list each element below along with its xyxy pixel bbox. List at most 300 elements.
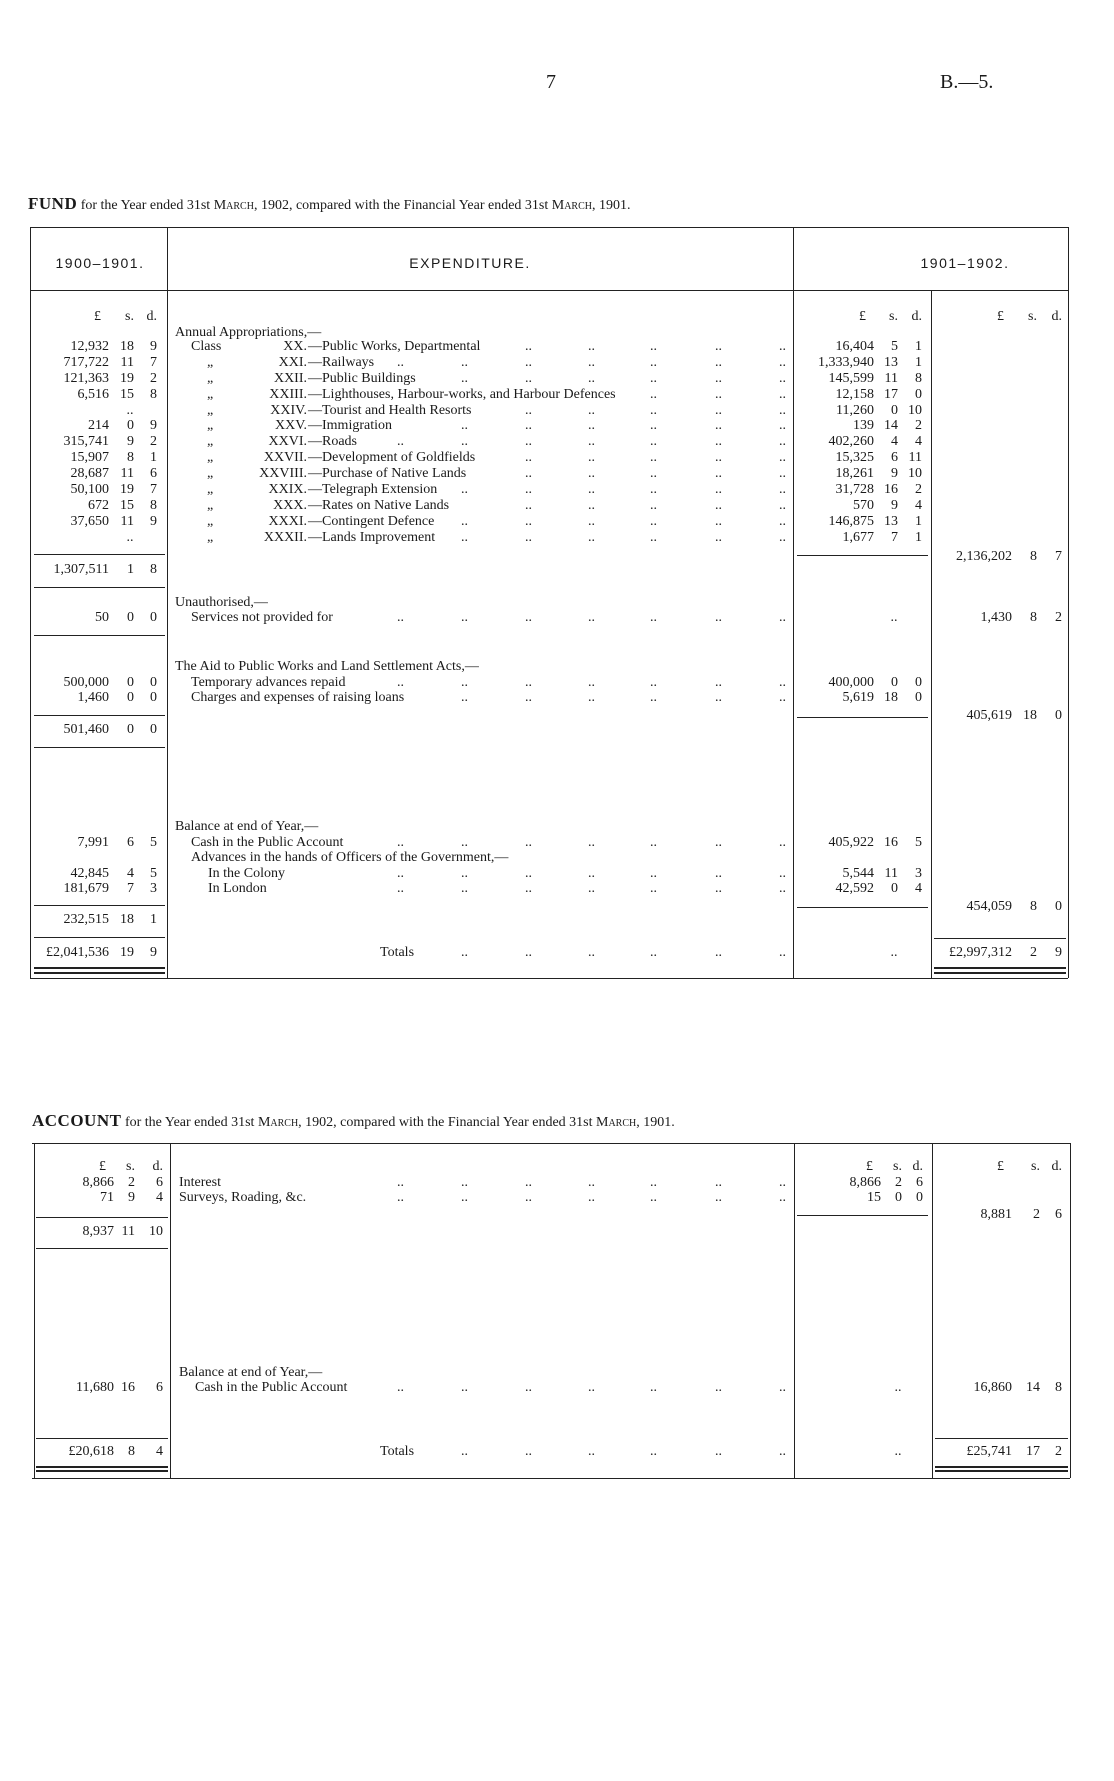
- prev-amount-pence: 6: [156, 1380, 163, 1395]
- dot-leader: ..: [588, 371, 595, 386]
- prev-amount-pence: 7: [150, 482, 157, 497]
- class-numeral: XXXII.: [263, 530, 307, 545]
- dot-leader: ..: [779, 945, 786, 960]
- dot-leader: ..: [525, 450, 532, 465]
- prev-amount-shillings: 18: [120, 339, 134, 354]
- fund-table-title: [28, 196, 631, 214]
- cur-amount-pounds: 18,261: [835, 466, 874, 481]
- cur-amount-shillings: 13: [884, 514, 898, 529]
- total-amount-pence: 9: [1055, 945, 1062, 960]
- account-title-bold: ACCOUNT: [32, 1111, 122, 1130]
- cur-amount-pounds: 570: [853, 498, 874, 513]
- dot-leader: ..: [650, 514, 657, 529]
- cur-amount-shillings: 11: [884, 866, 898, 881]
- prev-amount-pence: 1: [150, 450, 157, 465]
- dot-leader: ..: [588, 945, 595, 960]
- class-title: —Immigration: [308, 418, 392, 433]
- cur-amount-pence: 0: [916, 1190, 923, 1205]
- class-title: —Development of Goldfields: [308, 450, 476, 465]
- dot-leader: ..: [461, 355, 468, 370]
- header-expenditure: EXPENDITURE.: [409, 255, 531, 271]
- prev-amount-shillings: 6: [127, 835, 134, 850]
- line-label: Services not provided for: [191, 610, 333, 625]
- prev-amount-shillings: 8: [127, 450, 134, 465]
- dot-leader: ..: [588, 355, 595, 370]
- cur-amount-pounds: 31,728: [835, 482, 874, 497]
- total-amount-pence: 0: [1055, 899, 1062, 914]
- dot-leader: ..: [779, 355, 786, 370]
- dot-leader: ..: [650, 403, 657, 418]
- dot-leader: ..: [650, 1190, 657, 1205]
- total-amount-pounds: 405,619: [966, 708, 1012, 723]
- rule-line: [34, 747, 165, 748]
- rule-line: [34, 937, 165, 938]
- dot-leader: ..: [715, 610, 722, 625]
- cur-amount-shillings: 4: [891, 434, 898, 449]
- dot-leader: ..: [461, 371, 468, 386]
- dot-leader: ..: [650, 450, 657, 465]
- rule-line: [797, 717, 928, 718]
- line-label: Balance at end of Year,—: [175, 819, 319, 834]
- prev-amount-pounds: 181,679: [63, 881, 109, 896]
- line-label: Advances in the hands of Officers of the Government,—: [191, 850, 509, 865]
- cur-amount-pounds: 5,544: [842, 866, 874, 881]
- prev-amount-shillings: 16: [121, 1380, 135, 1395]
- rule-line: [34, 905, 165, 906]
- prev-amount-shillings: 9: [127, 434, 134, 449]
- prev-amount-pence: 0: [150, 675, 157, 690]
- prev-amount-pence: 9: [150, 339, 157, 354]
- prev-amount-shillings: 4: [127, 866, 134, 881]
- dot-leader: ..: [588, 339, 595, 354]
- column-divider: [932, 1143, 933, 1478]
- dot-leader: ..: [525, 1444, 532, 1459]
- rule-line: [36, 1466, 168, 1468]
- dot-leader: ..: [715, 387, 722, 402]
- total-amount-pence: 0: [1055, 708, 1062, 723]
- cur-amount-pence: 0: [915, 675, 922, 690]
- dot-leader: ..: [650, 418, 657, 433]
- dot-leader: ..: [779, 371, 786, 386]
- class-title: —Roads: [308, 434, 357, 449]
- dot-leader: ..: [588, 530, 595, 545]
- dot-leader: ..: [525, 881, 532, 896]
- prev-amount-shillings: 0: [127, 722, 134, 737]
- cur-amount-pence: 3: [915, 866, 922, 881]
- dot-leader: ..: [525, 945, 532, 960]
- cur-amount-shillings: 6: [891, 450, 898, 465]
- title-part: March: [551, 198, 592, 213]
- cur-amount-pounds: 145,599: [828, 371, 874, 386]
- line-label: Temporary advances repaid: [191, 675, 346, 690]
- prev-amount-pence: 2: [150, 434, 157, 449]
- dot-leader: ..: [588, 418, 595, 433]
- total-amount-shillings: 2: [1030, 945, 1037, 960]
- prev-amount-shillings: 11: [121, 1224, 135, 1239]
- dot-leader: ..: [779, 610, 786, 625]
- dot-leader: ..: [461, 482, 468, 497]
- line-label: The Aid to Public Works and Land Settlement Acts,—: [175, 659, 479, 674]
- dot-leader: ..: [397, 866, 404, 881]
- rule-line: [30, 290, 1068, 291]
- prev-amount-placeholder: ..: [126, 530, 134, 545]
- cur-amount-pence: 2: [915, 482, 922, 497]
- cur-amount-pence: 0: [915, 387, 922, 402]
- dot-leader: ..: [461, 881, 468, 896]
- dot-leader: ..: [461, 866, 468, 881]
- unit-header: £: [997, 309, 1004, 324]
- total-amount-shillings: 8: [1030, 549, 1037, 564]
- dot-leader: ..: [779, 339, 786, 354]
- dot-leader: ..: [715, 945, 722, 960]
- cur-amount-shillings: 5: [891, 339, 898, 354]
- class-prefix: „: [207, 371, 214, 386]
- dot-leader: ..: [779, 514, 786, 529]
- dot-leader: ..: [715, 835, 722, 850]
- unit-header: £: [94, 309, 101, 324]
- dot-leader: ..: [715, 514, 722, 529]
- dot-leader: ..: [779, 418, 786, 433]
- prev-amount-pounds: 214: [88, 418, 109, 433]
- dot-leader: ..: [715, 1190, 722, 1205]
- prev-amount-pence: 2: [150, 371, 157, 386]
- class-title: —Contingent Defence: [308, 514, 435, 529]
- dot-leader: ..: [779, 690, 786, 705]
- dot-leader: ..: [650, 482, 657, 497]
- prev-amount-pence: 8: [150, 498, 157, 513]
- cur-amount-pounds: 11,260: [836, 403, 874, 418]
- total-amount-shillings: 2: [1033, 1207, 1040, 1222]
- dot-leader: ..: [588, 403, 595, 418]
- prev-amount-shillings: 18: [120, 912, 134, 927]
- prev-amount-pounds: 672: [88, 498, 109, 513]
- unit-header: £: [997, 1159, 1004, 1174]
- dot-leader: ..: [779, 835, 786, 850]
- cur-amount-pounds: 1,677: [842, 530, 874, 545]
- prev-amount-pence: 3: [150, 881, 157, 896]
- prev-amount-shillings: 11: [120, 514, 134, 529]
- title-part: for the Year ended 31st: [121, 1115, 258, 1130]
- dot-leader: ..: [461, 530, 468, 545]
- dot-leader: ..: [715, 434, 722, 449]
- class-title: —Lighthouses, Harbour-works, and Harbour Defences: [308, 387, 616, 402]
- class-title: —Telegraph Extension: [308, 482, 438, 497]
- dot-leader: ..: [779, 1190, 786, 1205]
- totals-label: Totals: [380, 1444, 415, 1459]
- cur-amount-pence: 6: [916, 1175, 923, 1190]
- dot-leader: ..: [779, 434, 786, 449]
- dot-leader: ..: [650, 610, 657, 625]
- dot-leader: ..: [588, 1175, 595, 1190]
- cur-amount-shillings: 9: [891, 466, 898, 481]
- class-prefix: „: [207, 387, 214, 402]
- dot-leader: ..: [461, 675, 468, 690]
- total-amount-shillings: 18: [1023, 708, 1037, 723]
- dot-leader: ..: [397, 355, 404, 370]
- dot-leader: ..: [715, 675, 722, 690]
- class-prefix: „: [207, 482, 214, 497]
- dot-leader: ..: [525, 610, 532, 625]
- dot-leader: ..: [715, 881, 722, 896]
- dot-leader: ..: [650, 530, 657, 545]
- dot-leader: ..: [461, 1190, 468, 1205]
- class-prefix: „: [207, 450, 214, 465]
- dot-leader: ..: [715, 403, 722, 418]
- cur-amount-pounds: 402,260: [828, 434, 874, 449]
- title-part: March: [257, 1115, 299, 1130]
- prev-amount-shillings: 19: [120, 945, 134, 960]
- unit-header: s.: [126, 1159, 135, 1174]
- class-numeral: XXX.: [273, 498, 307, 513]
- rule-line: [934, 972, 1066, 974]
- cur-amount-shillings: 11: [884, 371, 898, 386]
- class-title: —Public Buildings: [308, 371, 416, 386]
- line-label: Balance at end of Year,—: [179, 1365, 323, 1380]
- cur-amount-shillings: 14: [884, 418, 898, 433]
- cur-amount-shillings: 16: [884, 482, 898, 497]
- total-amount-shillings: 8: [1030, 899, 1037, 914]
- cur-amount-pence: 4: [915, 434, 922, 449]
- cur-amount-shillings: 18: [884, 690, 898, 705]
- dot-leader: ..: [588, 835, 595, 850]
- prev-amount-pence: 5: [150, 866, 157, 881]
- total-amount-shillings: 14: [1026, 1380, 1040, 1395]
- cur-amount-pence: 11: [908, 450, 922, 465]
- unit-header: d.: [146, 309, 157, 324]
- line-label: Cash in the Public Account: [195, 1380, 348, 1395]
- class-prefix: „: [207, 530, 214, 545]
- class-prefix: „: [207, 403, 214, 418]
- unit-header: s.: [1028, 309, 1037, 324]
- dot-leader: ..: [715, 355, 722, 370]
- title-part: , 1901.: [636, 1115, 675, 1130]
- column-divider: [931, 290, 932, 978]
- dot-leader: ..: [461, 418, 468, 433]
- dot-leader: ..: [525, 371, 532, 386]
- prev-amount-pence: 9: [150, 514, 157, 529]
- dot-leader: ..: [715, 450, 722, 465]
- dot-leader: ..: [525, 866, 532, 881]
- dot-leader: ..: [715, 466, 722, 481]
- cur-amount-pence: 1: [915, 355, 922, 370]
- unit-header: d.: [1051, 1159, 1062, 1174]
- line-label: In London: [208, 881, 267, 896]
- prev-amount-shillings: 19: [120, 371, 134, 386]
- total-amount-pence: 2: [1055, 1444, 1062, 1459]
- dot-leader: ..: [461, 610, 468, 625]
- cur-amount-pence: 4: [915, 881, 922, 896]
- prev-amount-pounds: £20,618: [68, 1444, 114, 1459]
- title-part: for the Year ended 31st: [77, 198, 214, 213]
- dot-leader: ..: [779, 866, 786, 881]
- dot-leader: ..: [650, 675, 657, 690]
- prev-amount-pounds: 71: [100, 1190, 114, 1205]
- cur-amount-pence: 2: [915, 418, 922, 433]
- cur-amount-shillings: 0: [891, 881, 898, 896]
- rule-line: [34, 554, 165, 555]
- prev-amount-shillings: 2: [128, 1175, 135, 1190]
- class-numeral: XXIII.: [269, 387, 307, 402]
- cur-amount-pence: 10: [908, 466, 922, 481]
- total-amount-shillings: 8: [1030, 610, 1037, 625]
- prev-amount-shillings: 9: [128, 1190, 135, 1205]
- unit-header: d.: [1051, 309, 1062, 324]
- cur-amount-pence: 8: [915, 371, 922, 386]
- dot-leader: ..: [650, 881, 657, 896]
- cur-amount-pence: 1: [915, 530, 922, 545]
- class-title: —Railways: [308, 355, 375, 370]
- rule-line: [34, 972, 165, 974]
- class-prefix: „: [207, 498, 214, 513]
- unit-header: £: [859, 309, 866, 324]
- dot-leader: ..: [715, 482, 722, 497]
- line-label: Unauthorised,—: [175, 595, 268, 610]
- dot-leader: ..: [525, 418, 532, 433]
- dot-leader: ..: [397, 881, 404, 896]
- rule-line: [36, 1470, 168, 1472]
- class-title: —Public Works, Departmental: [308, 339, 481, 354]
- dot-leader: ..: [779, 403, 786, 418]
- class-numeral: XXIX.: [268, 482, 307, 497]
- header-prev-year: 1900–1901.: [55, 255, 145, 271]
- class-numeral: XXIV.: [270, 403, 307, 418]
- dot-leader: ..: [397, 434, 404, 449]
- title-part: , 1901.: [592, 198, 631, 213]
- dot-leader: ..: [397, 675, 404, 690]
- rule-line: [36, 1438, 168, 1439]
- prev-amount-pounds: 8,937: [82, 1224, 114, 1239]
- prev-amount-pounds: 1,460: [77, 690, 109, 705]
- prev-amount-pounds: 7,991: [77, 835, 109, 850]
- prev-amount-shillings: 11: [120, 355, 134, 370]
- dot-leader: ..: [588, 482, 595, 497]
- unit-header: d.: [912, 1159, 923, 1174]
- dot-leader: ..: [715, 530, 722, 545]
- dot-leader: ..: [525, 403, 532, 418]
- dot-leader: ..: [397, 1175, 404, 1190]
- prev-amount-pence: 1: [150, 912, 157, 927]
- rule-line: [34, 635, 165, 636]
- prev-amount-pence: 4: [156, 1190, 163, 1205]
- dot-leader: ..: [525, 434, 532, 449]
- class-title: —Lands Improvement: [308, 530, 436, 545]
- cur-amount-shillings: 16: [884, 835, 898, 850]
- account-table-title: [32, 1113, 675, 1131]
- total-amount-pence: 6: [1055, 1207, 1062, 1222]
- prev-amount-pounds: 500,000: [63, 675, 109, 690]
- rule-line: [934, 967, 1066, 969]
- dot-leader: ..: [461, 514, 468, 529]
- dot-leader: ..: [461, 1175, 468, 1190]
- prev-amount-pounds: 11,680: [76, 1380, 114, 1395]
- prev-amount-pence: 0: [150, 722, 157, 737]
- rule-line: [36, 1248, 168, 1249]
- class-numeral: XXV.: [274, 418, 307, 433]
- total-amount-pounds: 16,860: [973, 1380, 1012, 1395]
- class-numeral: XXXI.: [268, 514, 307, 529]
- prev-amount-pounds: 50: [95, 610, 109, 625]
- dot-leader: ..: [779, 466, 786, 481]
- dot-leader: ..: [397, 1190, 404, 1205]
- title-part: , 1902, compared with the Financial Year ended 31st: [253, 198, 552, 213]
- dot-leader: ..: [525, 498, 532, 513]
- dot-leader: ..: [525, 1190, 532, 1205]
- prev-amount-pounds: 232,515: [63, 912, 109, 927]
- cur-amount-pounds: 16,404: [835, 339, 874, 354]
- cur-amount-pence: 1: [915, 514, 922, 529]
- line-label: Cash in the Public Account: [191, 835, 344, 850]
- rule-line: [797, 1215, 928, 1216]
- dot-leader: ..: [525, 690, 532, 705]
- dot-leader: ..: [461, 690, 468, 705]
- cur-amount-pounds: 42,592: [835, 881, 874, 896]
- page-number: 7: [546, 71, 556, 93]
- dot-leader: ..: [650, 690, 657, 705]
- rule-line: [797, 907, 928, 908]
- prev-amount-pence: 0: [150, 690, 157, 705]
- line-label: Interest: [179, 1175, 221, 1190]
- dot-leader: ..: [650, 355, 657, 370]
- dot-leader: ..: [397, 610, 404, 625]
- dot-leader: ..: [525, 339, 532, 354]
- dot-leader: ..: [588, 675, 595, 690]
- prev-amount-pounds: 1,307,511: [53, 562, 109, 577]
- prev-amount-shillings: 0: [127, 418, 134, 433]
- dot-leader: ..: [397, 1380, 404, 1395]
- rule-line: [34, 967, 165, 969]
- dot-leader: ..: [650, 945, 657, 960]
- dot-leader: ..: [650, 371, 657, 386]
- dot-leader: ..: [779, 1380, 786, 1395]
- class-prefix: „: [207, 466, 214, 481]
- cur-amount-shillings: 0: [895, 1190, 902, 1205]
- dot-leader: ..: [525, 1175, 532, 1190]
- rule-line: [935, 1438, 1068, 1439]
- dot-leader: ..: [588, 881, 595, 896]
- total-amount-shillings: 17: [1026, 1444, 1040, 1459]
- dot-leader: ..: [779, 387, 786, 402]
- title-part: March: [213, 198, 254, 213]
- cur-amount-pounds: 400,000: [828, 675, 874, 690]
- dot-leader: ..: [779, 450, 786, 465]
- prev-amount-pounds: 28,687: [70, 466, 109, 481]
- prev-amount-shillings: 8: [128, 1444, 135, 1459]
- rule-line: [34, 587, 165, 588]
- class-numeral: XXVII.: [263, 450, 307, 465]
- total-amount-pounds: 454,059: [966, 899, 1012, 914]
- dot-leader: ..: [650, 866, 657, 881]
- cur-amount-pounds: 146,875: [828, 514, 874, 529]
- rule-line: [934, 938, 1066, 939]
- cur-amount-placeholder: ..: [894, 1444, 902, 1459]
- prev-amount-shillings: 7: [127, 881, 134, 896]
- prev-amount-shillings: 15: [120, 498, 134, 513]
- class-prefix: „: [207, 355, 214, 370]
- totals-label: Totals: [380, 945, 415, 960]
- dot-leader: ..: [525, 835, 532, 850]
- column-divider: [794, 1143, 795, 1478]
- dot-leader: ..: [588, 1190, 595, 1205]
- prev-amount-pounds: 37,650: [70, 514, 109, 529]
- dot-leader: ..: [461, 945, 468, 960]
- unit-header: s.: [889, 309, 898, 324]
- total-amount-pounds: £25,741: [966, 1444, 1012, 1459]
- column-divider: [34, 1143, 35, 1478]
- dot-leader: ..: [650, 387, 657, 402]
- dot-leader: ..: [779, 1175, 786, 1190]
- cur-amount-pounds: 12,158: [835, 387, 874, 402]
- dot-leader: ..: [461, 1444, 468, 1459]
